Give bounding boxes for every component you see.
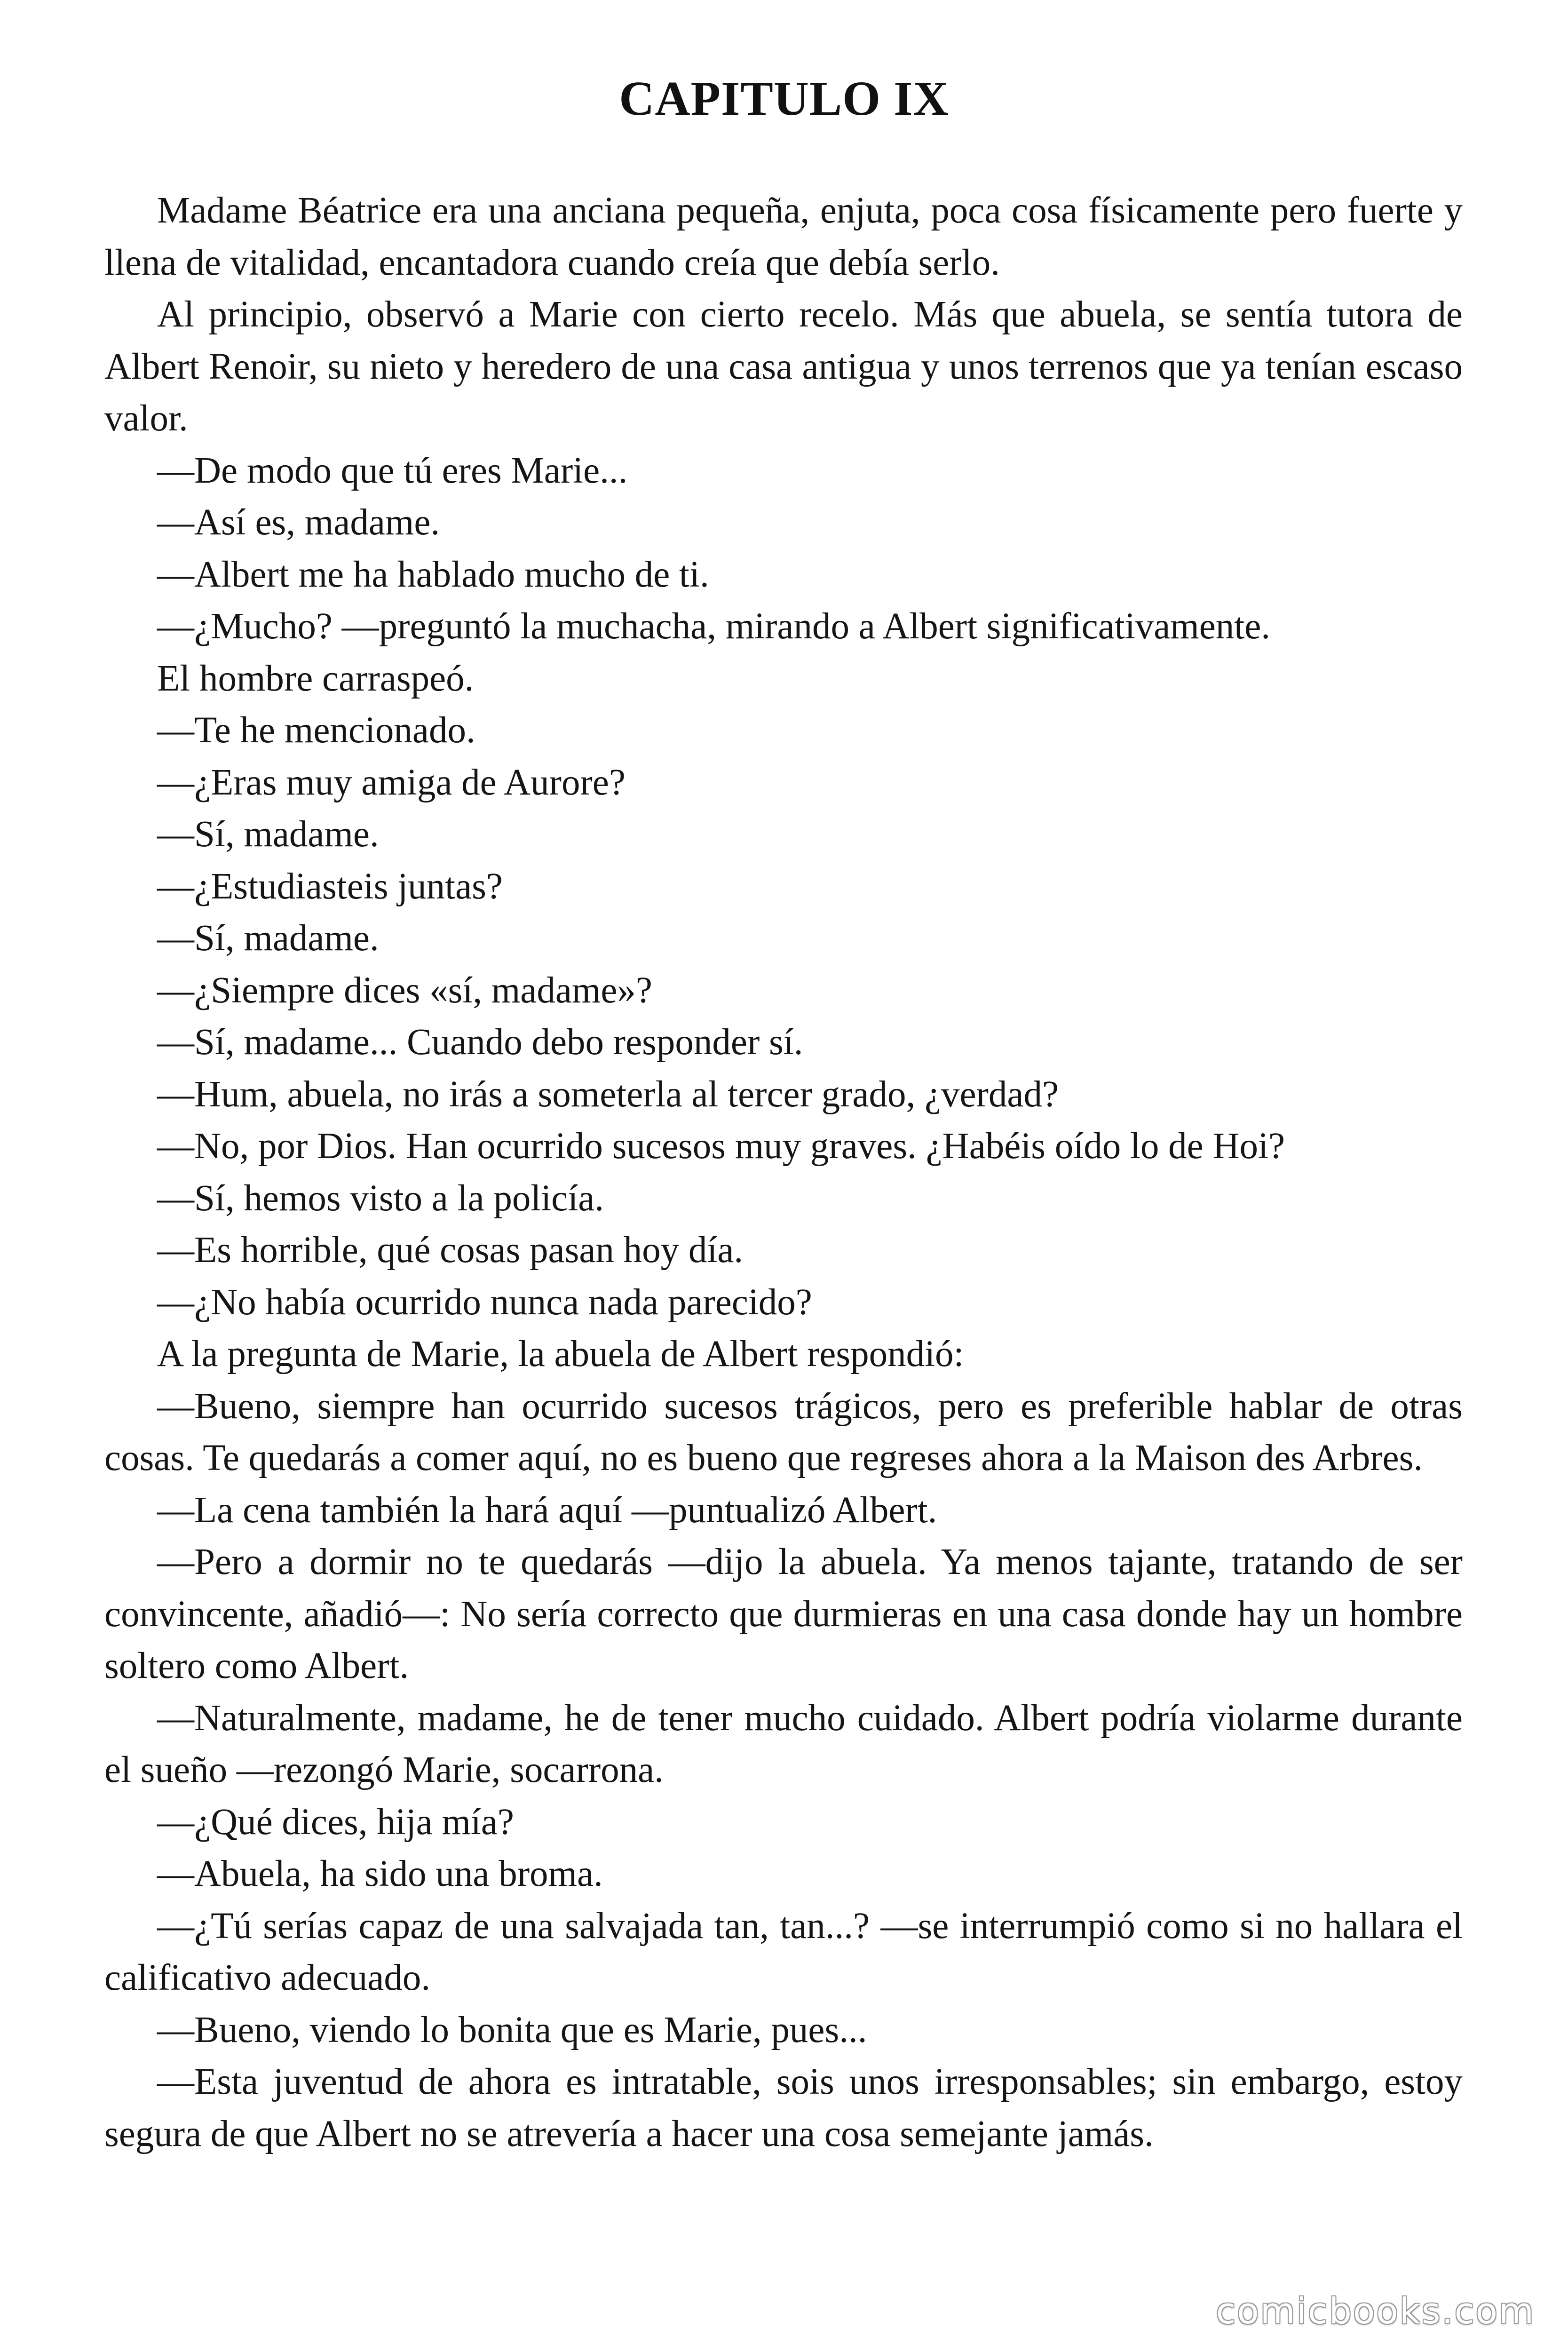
paragraph: —¿Eras muy amiga de Aurore?: [157, 762, 626, 803]
paragraph: Madame Béatrice era una anciana pequeña, enjuta, poca cosa físicamente pero fuerte y llena de vitalidad, encantadora cuando creía que debía serlo.: [104, 190, 1463, 283]
paragraph: —Sí, madame.: [157, 814, 379, 855]
paragraph: —Albert me ha hablado mucho de ti.: [157, 554, 709, 595]
paragraph: —¿No había ocurrido nunca nada parecido?: [157, 1281, 812, 1323]
paragraph: —¿Qué dices, hija mía?: [157, 1801, 514, 1843]
paragraph: —Bueno, viendo lo bonita que es Marie, pues...: [157, 2009, 867, 2050]
paragraph: —Sí, madame.: [157, 918, 379, 959]
paragraph: A la pregunta de Marie, la abuela de Albert respondió:: [157, 1334, 964, 1375]
paragraph: —Sí, hemos visto a la policía.: [157, 1177, 604, 1219]
paragraph: Al principio, observó a Marie con cierto recelo. Más que abuela, se sentía tutora de Albert Renoir, su nieto y heredero de una casa antigua y unos terrenos que ya tenían escaso valor.: [104, 294, 1463, 439]
paragraph: —¿Siempre dices «sí, madame»?: [157, 969, 652, 1011]
paragraph: —¿Mucho? —preguntó la muchacha, mirando a Albert significativamente.: [157, 606, 1271, 647]
paragraph: —De modo que tú eres Marie...: [157, 450, 628, 491]
paragraph: —Así es, madame.: [157, 502, 440, 543]
paragraph: —Te he mencionado.: [157, 710, 475, 751]
chapter-title: CAPITULO IX: [619, 72, 949, 126]
paragraph: —Abuela, ha sido una broma.: [157, 1853, 603, 1894]
paragraph: El hombre carraspeó.: [157, 658, 474, 699]
paragraph: —Pero a dormir no te quedarás —dijo la abuela. Ya menos tajante, tratando de ser convincente, añadió—: No sería correcto que durmieras en una casa donde hay un hombre soltero como Albert.: [104, 1542, 1463, 1686]
chapter-body: [104, 185, 1463, 2160]
paragraph: —Sí, madame... Cuando debo responder sí.: [157, 1022, 803, 1063]
paragraph: —¿Estudiasteis juntas?: [157, 866, 503, 907]
paragraph: —Hum, abuela, no irás a someterla al tercer grado, ¿verdad?: [157, 1073, 1059, 1115]
paragraph: —Naturalmente, madame, he de tener mucho cuidado. Albert podría violarme durante el sueño —rezongó Marie, socarrona.: [104, 1697, 1463, 1790]
paragraph: —La cena también la hará aquí —puntualizó Albert.: [157, 1489, 937, 1531]
paragraph: —Es horrible, qué cosas pasan hoy día.: [157, 1230, 744, 1271]
paragraph: —Esta juventud de ahora es intratable, sois unos irresponsables; sin embargo, estoy segura de que Albert no se atrevería a hacer una cosa semejante jamás.: [104, 2061, 1463, 2154]
paragraph: —No, por Dios. Han ocurrido sucesos muy graves. ¿Habéis oído lo de Hoi?: [157, 1126, 1285, 1167]
watermark: comicbooks.com: [1216, 2290, 1535, 2332]
paragraph: —¿Tú serías capaz de una salvajada tan, tan...? —se interrumpió como si no hallara el calificativo adecuado.: [104, 1905, 1463, 1998]
paragraph: —Bueno, siempre han ocurrido sucesos trágicos, pero es preferible hablar de otras cosas. Te quedarás a comer aquí, no es bueno que regreses ahora a la Maison des Arbres.: [104, 1385, 1463, 1478]
